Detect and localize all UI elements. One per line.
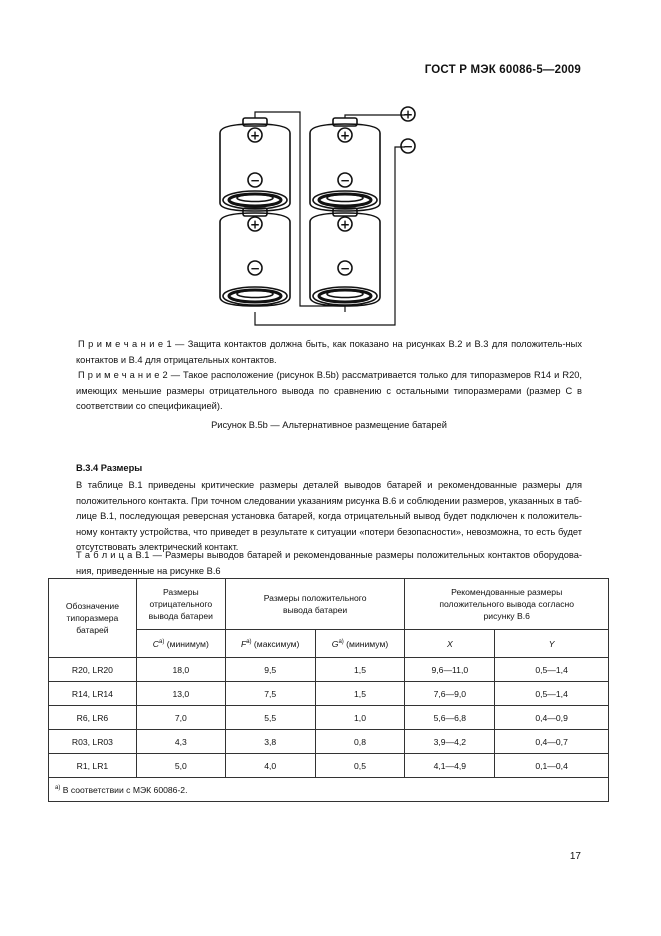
note-2-text: — Такое расположение (рисунок В.5b) рассматривается только для типоразмеров R14 и R20, имеющих меньшие размеры отрицательного вывода по сравнению с остальными типоразмерами (размер С в соответствии со спецификацией). xyxy=(76,370,582,411)
header-y: Y xyxy=(495,630,609,658)
minus-terminal-icon: − xyxy=(339,173,351,188)
cell-x: 5,6—6,8 xyxy=(405,706,495,730)
figure-caption: Рисунок В.5b — Альтернативное размещение батарей xyxy=(211,420,447,430)
page-number: 17 xyxy=(569,851,581,862)
cell-g: 1,0 xyxy=(315,706,405,730)
table-footnote: $^{а)}$ В соответствии с МЭК 60086-2. xyxy=(49,778,609,802)
minus-terminal-icon: − xyxy=(249,173,261,188)
dimensions-table xyxy=(48,578,609,802)
output-minus-icon: − xyxy=(402,139,414,154)
table-row xyxy=(49,682,609,706)
battery-arrangement-figure xyxy=(205,100,425,330)
cell-g: 1,5 xyxy=(315,682,405,706)
cell-type: R1, LR1 xyxy=(49,754,137,778)
cell-g: 0,8 xyxy=(315,730,405,754)
header-recommended: Рекомендованные размеры положительного вывода согласно рисунку В.6 xyxy=(405,579,609,630)
cell-type: R03, LR03 xyxy=(49,730,137,754)
table-caption xyxy=(76,548,582,579)
cell-x: 4,1—4,9 xyxy=(405,754,495,778)
plus-terminal-icon: + xyxy=(249,128,261,143)
cell-y: 0,4—0,7 xyxy=(495,730,609,754)
table-caption-text: — Размеры выводов батарей и рекомендованные размеры положительных контактов оборудова-ния, приведенные на рисунке В.6 xyxy=(76,550,582,576)
header-neg-dims: Размеры отрицательного вывода батареи xyxy=(136,579,225,630)
note-1-text: — Защита контактов должна быть, как показано на рисунках В.2 и В.3 для положитель-ных контактов и В.4 для отрицательных контактов. xyxy=(76,339,583,365)
table-row xyxy=(49,706,609,730)
cell-y: 0,5—1,4 xyxy=(495,682,609,706)
table-row xyxy=(49,730,609,754)
cell-f: 3,8 xyxy=(225,730,315,754)
table-caption-label: Т а б л и ц а В.1 xyxy=(76,550,150,560)
cell-f: 9,5 xyxy=(225,658,315,682)
cell-type: R14, LR14 xyxy=(49,682,137,706)
cell-c: 7,0 xyxy=(136,706,225,730)
cell-g: 1,5 xyxy=(315,658,405,682)
header-x: X xyxy=(405,630,495,658)
cell-c: 13,0 xyxy=(136,682,225,706)
output-plus-icon: + xyxy=(402,107,414,122)
minus-terminal-icon: − xyxy=(249,261,261,276)
cell-c: 4,3 xyxy=(136,730,225,754)
minus-terminal-icon: − xyxy=(339,261,351,276)
cell-f: 7,5 xyxy=(225,682,315,706)
cell-c: 5,0 xyxy=(136,754,225,778)
plus-terminal-icon: + xyxy=(339,217,351,232)
cell-y: 0,4—0,9 xyxy=(495,706,609,730)
header-pos-dims: Размеры положительного вывода батареи xyxy=(225,579,405,630)
note-2 xyxy=(76,368,582,415)
cell-f: 5,5 xyxy=(225,706,315,730)
header-g: $G^{а)}$ (минимум) xyxy=(315,630,405,658)
table-row xyxy=(49,658,609,682)
plus-terminal-icon: + xyxy=(339,128,351,143)
note-1 xyxy=(76,337,582,368)
cell-x: 3,9—4,2 xyxy=(405,730,495,754)
header-c: $C^{а)}$ (минимум) xyxy=(136,630,225,658)
note-1-label: П р и м е ч а н и е 1 xyxy=(78,339,172,349)
note-2-label: П р и м е ч а н и е 2 xyxy=(78,370,168,380)
table-row xyxy=(49,754,609,778)
cell-y: 0,1—0,4 xyxy=(495,754,609,778)
cell-g: 0,5 xyxy=(315,754,405,778)
standard-header: ГОСТ Р МЭК 60086-5—2009 xyxy=(424,64,581,76)
cell-x: 9,6—11,0 xyxy=(405,658,495,682)
cell-type: R20, LR20 xyxy=(49,658,137,682)
section-body: В таблице В.1 приведены критические размеры деталей выводов батарей и рекомендованные размеры для положительного контакта. При точном следовании указаниям рисунка В.6 и соблюдении размеров, указанных в таб-лице В.1, последующая реверсная установка батарей, когда отрицательный вывод будет подключен к положитель-ному контакту устройства, что приведет в результате к ситуации «потери безопасности», невозможна, то есть будет отсутствовать электрический контакт. xyxy=(76,480,582,552)
cell-type: R6, LR6 xyxy=(49,706,137,730)
section-heading: В.3.4 Размеры xyxy=(76,463,143,473)
plus-terminal-icon: + xyxy=(249,217,261,232)
cell-f: 4,0 xyxy=(225,754,315,778)
cell-c: 18,0 xyxy=(136,658,225,682)
header-designation: Обозначение типоразмера батарей xyxy=(49,579,137,658)
cell-y: 0,5—1,4 xyxy=(495,658,609,682)
header-f: $F^{а)}$ (максимум) xyxy=(225,630,315,658)
cell-x: 7,6—9,0 xyxy=(405,682,495,706)
